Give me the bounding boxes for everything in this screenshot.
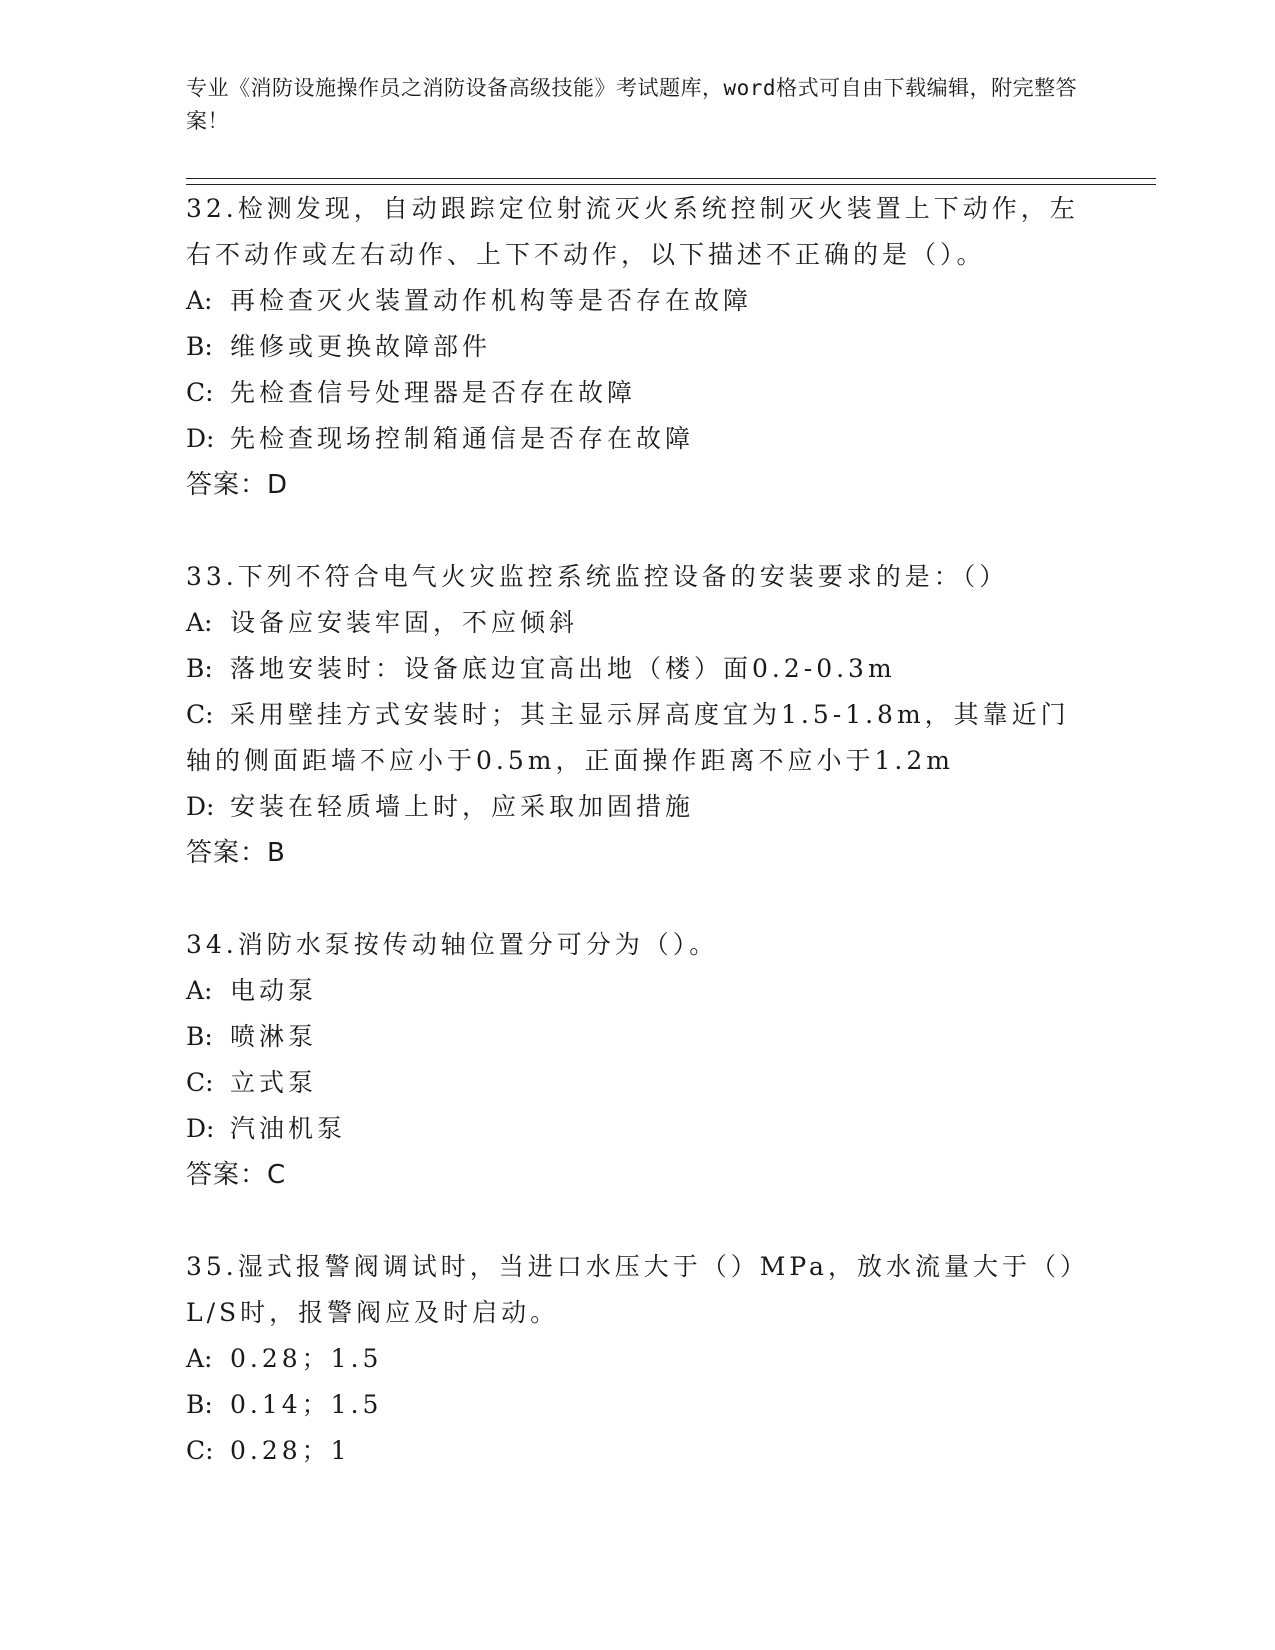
option-a (186, 600, 1086, 646)
option-text: 安装在轻质墙上时，应采取加固措施 (230, 792, 695, 821)
option-text: 电动泵 (230, 976, 318, 1005)
option-text: 设备应安装牢固，不应倾斜 (230, 608, 579, 637)
option-b (186, 1014, 1086, 1060)
option-letter: D: (186, 1114, 215, 1143)
option-d (186, 784, 1086, 830)
option-letter: C: (186, 378, 214, 407)
option-c (186, 1428, 1086, 1474)
option-letter: C: (186, 1068, 214, 1097)
option-letter: B: (186, 654, 213, 683)
option-text: 喷淋泵 (230, 1022, 318, 1051)
option-b (186, 646, 1086, 692)
option-letter: A: (186, 1344, 213, 1373)
option-a (186, 1336, 1086, 1382)
option-text: 采用壁挂方式安装时；其主显示屏高度宜为1.5-1.8m，其靠近门轴的侧面距墙不应小于0.5m，正面操作距离不应小于1.2m (186, 700, 1070, 775)
question-stem: 33.下列不符合电气火灾监控系统监控设备的安装要求的是：（） (186, 562, 1009, 591)
option-text: 落地安装时：设备底边宜高出地（楼）面0.2-0.3m (230, 654, 896, 683)
question-33 (186, 554, 1086, 876)
option-text: 0.28；1.5 (230, 1344, 383, 1373)
option-text: 0.28；1 (230, 1436, 351, 1465)
option-letter: C: (186, 700, 214, 729)
document-intro: 专业《消防设施操作员之消防设备高级技能》考试题库，word格式可自由下载编辑，附完整答案！ (186, 76, 1078, 133)
option-text: 0.14；1.5 (230, 1390, 383, 1419)
option-letter: A: (186, 286, 213, 315)
question-34 (186, 922, 1086, 1198)
answer-line: 答案：C (186, 1160, 287, 1190)
option-c (186, 692, 1086, 784)
option-text: 汽油机泵 (230, 1114, 347, 1143)
question-35 (186, 1244, 1086, 1474)
option-letter: B: (186, 332, 213, 361)
question-list (186, 186, 1086, 1520)
option-text: 立式泵 (230, 1068, 318, 1097)
option-d (186, 1106, 1086, 1152)
answer-line: 答案：B (186, 838, 286, 868)
option-a (186, 968, 1086, 1014)
option-c (186, 1060, 1086, 1106)
header-divider-top (186, 178, 1156, 179)
option-text: 维修或更换故障部件 (230, 332, 492, 361)
option-b (186, 324, 1086, 370)
option-b (186, 1382, 1086, 1428)
option-text: 先检查现场控制箱通信是否存在故障 (230, 424, 695, 453)
option-text: 先检查信号处理器是否存在故障 (230, 378, 637, 407)
header-divider-bottom (186, 184, 1156, 185)
question-32 (186, 186, 1086, 508)
option-letter: D: (186, 424, 215, 453)
answer-line: 答案：D (186, 470, 289, 500)
option-letter: A: (186, 976, 213, 1005)
option-letter: A: (186, 608, 213, 637)
question-stem: 34.消防水泵按传动轴位置分可分为（）。 (186, 930, 719, 959)
option-a (186, 278, 1086, 324)
option-letter: D: (186, 792, 215, 821)
question-stem: 35.湿式报警阀调试时，当进口水压大于（）MPa，放水流量大于（）L/S时，报警阀应及时启动。 (186, 1252, 1077, 1327)
option-letter: B: (186, 1022, 213, 1051)
option-c (186, 370, 1086, 416)
option-letter: C: (186, 1436, 214, 1465)
question-stem: 32.检测发现，自动跟踪定位射流灭火系统控制灭火装置上下动作，左右不动作或左右动作、上下不动作，以下描述不正确的是（）。 (186, 194, 1079, 269)
option-d (186, 416, 1086, 462)
option-text: 再检查灭火装置动作机构等是否存在故障 (230, 286, 753, 315)
option-letter: B: (186, 1390, 213, 1419)
